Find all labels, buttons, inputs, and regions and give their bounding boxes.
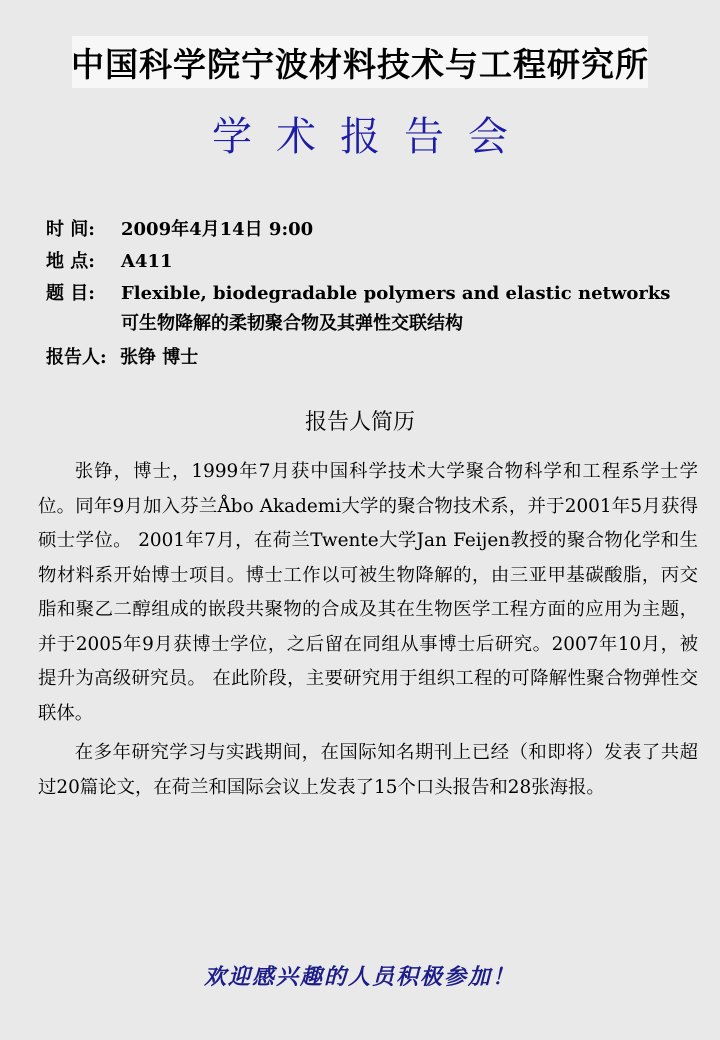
bio-heading: 报告人简历 xyxy=(304,410,415,435)
speaker-row xyxy=(46,346,686,378)
place-row xyxy=(46,250,686,282)
time-row xyxy=(46,218,686,250)
place-label: 地 点: xyxy=(46,251,95,272)
event-info xyxy=(46,218,686,378)
topic-chinese: 可生物降解的柔韧聚合物及其弹性交联结构 xyxy=(121,313,463,334)
speaker-label: 报告人: xyxy=(46,347,107,368)
institute-name: 中国科学院宁波材料技术与工程研究所 xyxy=(71,44,649,84)
speaker-value: 张铮 博士 xyxy=(120,347,199,368)
bio-paragraph-2: 在多年研究学习与实践期间，在国际知名期刊上已经（和即将）发表了共超过20篇论文，在荷兰和国际会议上发表了15个口头报告和28张海报。 xyxy=(38,742,698,798)
topic-row xyxy=(46,282,686,314)
topic-label: 题 目: xyxy=(46,283,95,304)
welcome-message: 欢迎感兴趣的人员积极参加！ xyxy=(203,964,516,990)
topic-english: Flexible, biodegradable polymers and elastic networks xyxy=(121,283,671,304)
time-label: 时 间: xyxy=(46,219,95,240)
event-title: 学术报告会 xyxy=(212,114,532,160)
place-value: A411 xyxy=(121,251,173,272)
time-value: 2009年4月14日 9:00 xyxy=(121,219,314,240)
bio-body xyxy=(38,455,698,805)
institute-banner xyxy=(72,36,648,88)
bio-paragraph-1: 张铮，博士，1999年7月获中国科学技术大学聚合物科学和工程系学士学位。同年9月加入芬兰Åbo Akademi大学的聚合物技术系，并于2001年5月获得硕士学位。 2001年7月，在荷兰Twente大学Jan Feijen教授的聚合物化学和生物材料系开始博士项目。博士工作以可被生物降解的，由三亚甲基碳酸脂，丙交脂和聚乙二醇组成的嵌段共聚物的合成及其在生物医学工程方面的应用为主题，并于2005年9月获博士学位，之后留在同组从事博士后研究。2007年10月，被提升为高级研究员。 在此阶段，主要研究用于组织工程的可降解性聚合物弹性交联体。 xyxy=(38,461,698,724)
